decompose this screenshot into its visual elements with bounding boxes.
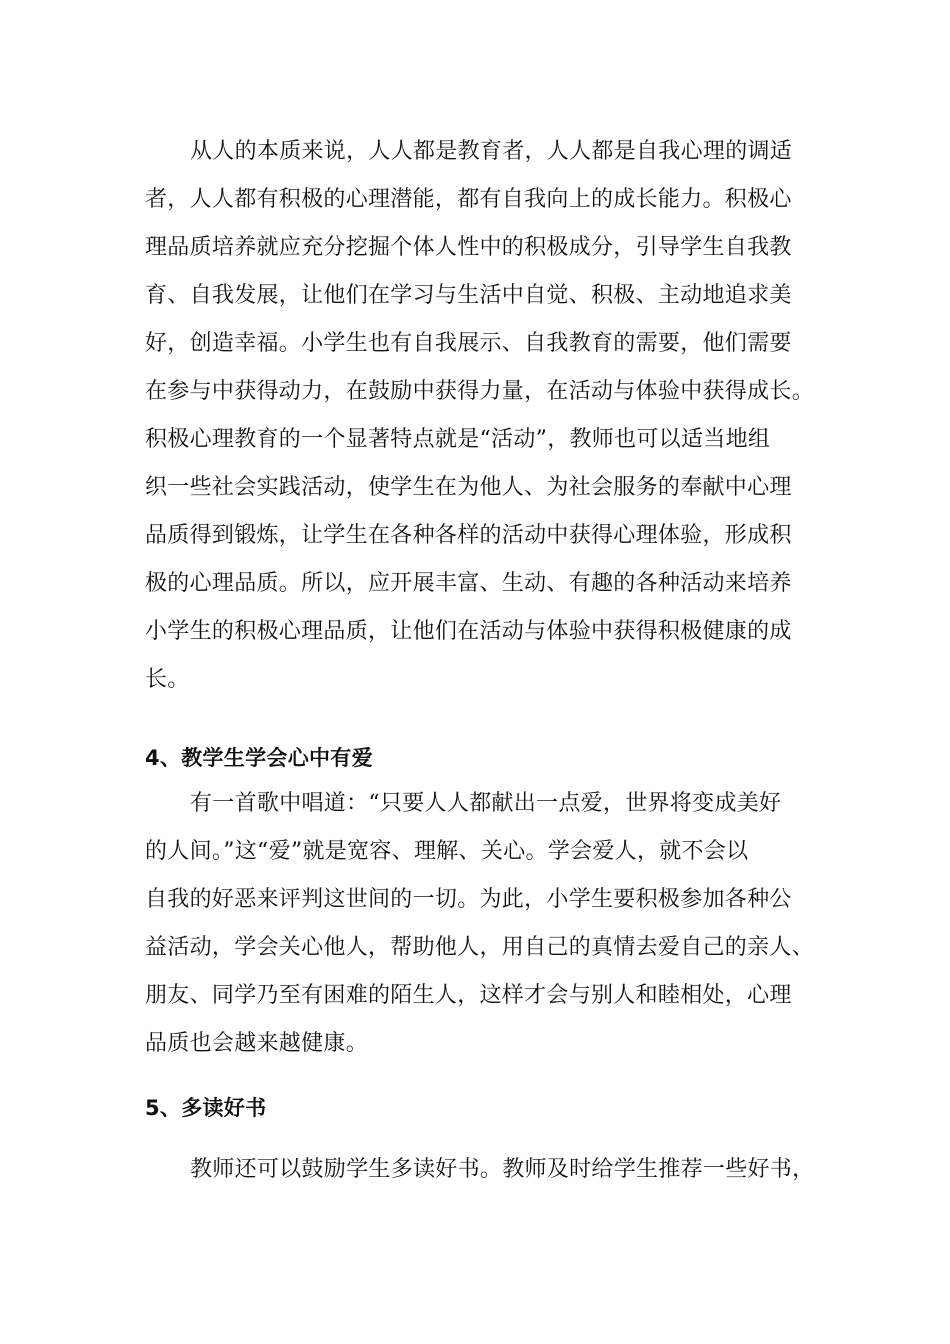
- paragraph-line: 长。: [145, 667, 190, 692]
- paragraph-line: 理品质培养就应充分挖掘个体人性中的积极成分，引导学生自我教: [145, 235, 792, 260]
- paragraph-line: 极的心理品质。所以，应开展丰富、生动、有趣的各种活动来培养: [145, 571, 792, 596]
- paragraph-line: 从人的本质来说，人人都是教育者，人人都是自我心理的调适: [190, 139, 793, 164]
- paragraph-line: 好，创造幸福。小学生也有自我展示、自我教育的需要，他们需要: [145, 331, 792, 356]
- paragraph-line: 的人间。”这“爱”就是宽容、理解、关心。学会爱人，就不会以: [145, 839, 749, 864]
- paragraph-line: 者，人人都有积极的心理潜能，都有自我向上的成长能力。积极心: [145, 187, 792, 212]
- paragraph-line: 育、自我发展，让他们在学习与生活中自觉、积极、主动地追求美: [145, 283, 792, 308]
- section-heading-5: 5、多读好书: [145, 1096, 267, 1120]
- paragraph-line: 有一首歌中唱道：“只要人人都献出一点爱，世界将变成美好: [190, 791, 782, 816]
- paragraph-line: 在参与中获得动力，在鼓励中获得力量，在活动与体验中获得成长。: [145, 379, 815, 404]
- section-heading-4: 4、教学生学会心中有爱: [145, 746, 373, 770]
- paragraph-line: 品质得到锻炼，让学生在各种各样的活动中获得心理体验，形成积: [145, 523, 792, 548]
- paragraph-line: 教师还可以鼓励学生多读好书。教师及时给学生推荐一些好书，: [190, 1157, 815, 1182]
- paragraph-line: 益活动，学会关心他人，帮助他人，用自己的真情去爱自己的亲人、: [145, 935, 815, 960]
- paragraph-line: 积极心理教育的一个显著特点就是“活动”，教师也可以适当地组: [145, 427, 771, 452]
- paragraph-line: 织一些社会实践活动，使学生在为他人、为社会服务的奉献中心理: [145, 475, 792, 500]
- paragraph-line: 自我的好恶来评判这世间的一切。为此，小学生要积极参加各种公: [145, 887, 792, 912]
- paragraph-line: 小学生的积极心理品质，让他们在活动与体验中获得积极健康的成: [145, 619, 792, 644]
- paragraph-line: 朋友、同学乃至有困难的陌生人，这样才会与别人和睦相处，心理: [145, 983, 792, 1008]
- paragraph-line: 品质也会越来越健康。: [145, 1031, 369, 1056]
